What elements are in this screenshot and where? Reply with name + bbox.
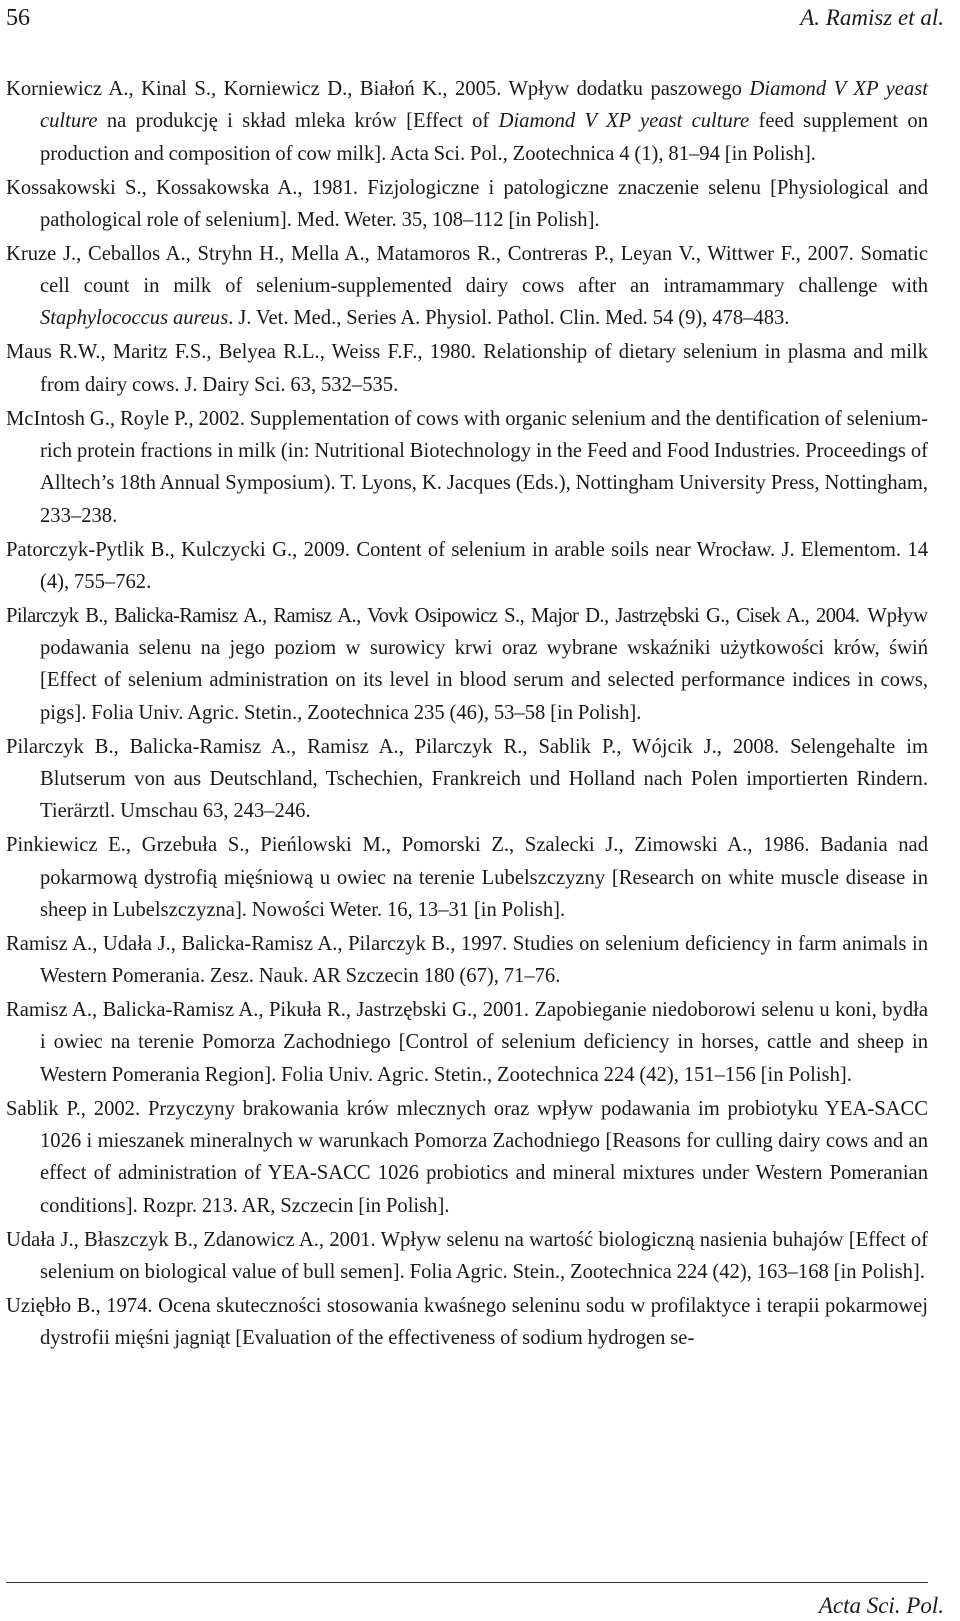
reference-entry bbox=[6, 336, 928, 401]
reference-text: Sablik P., 2002. Przyczyny brakowania krów mlecznych oraz wpływ podawania im probiotyku YEA-SACC 1026 i mieszanek mineralnych w warunkach Pomorza Zachodniego [Reasons for culling dairy cows and an effect of administration of YEA-SACC 1026 probiotics and mineral mixtures under Western Pomeranian conditions]. Rozpr. 213. AR, Szczecin [in Polish]. bbox=[6, 1097, 928, 1217]
reference-entry bbox=[6, 928, 928, 993]
page-number: 56 bbox=[6, 5, 30, 31]
reference-entry bbox=[6, 1224, 928, 1289]
reference-entry bbox=[6, 73, 928, 170]
reference-italic-text: Staphylococcus aureus bbox=[40, 307, 229, 330]
reference-text: Ramisz A., Udała J., Balicka-Ramisz A., Pilarczyk B., 1997. Studies on selenium deficiency in farm animals in Western Pomerania. Zesz. Nauk. AR Szczecin 180 (67), 71–76. bbox=[6, 932, 928, 988]
reference-list bbox=[6, 73, 928, 1356]
reference-text: feed supplement on production and composition of cow milk]. Acta Sci. Pol., Zootechnica 4 (1), 81–94 [in Polish]. bbox=[40, 110, 928, 165]
reference-entry bbox=[6, 403, 928, 532]
reference-entry bbox=[6, 994, 928, 1091]
reference-text: Pilarczyk B., Balicka-Ramisz A., Ramisz A., Vovk Osipowicz S., Major D., Jastrzębski G., Cisek A., 2004. bbox=[6, 604, 860, 627]
reference-italic-text: Diamond V XP yeast culture bbox=[40, 78, 928, 133]
reference-text: Ramisz A., Balicka-Ramisz A., Pikuła R., Jastrzębski G., 2001. Zapobieganie niedoborowi selenu u koni, bydła i owiec na terenie Pomorza Zachodniego [Control of selenium deficiency in horses, cattle and sheep in Western Pomerania Region]. Folia Univ. Agric. Stetin., Zootechnica 224 (42), 151–156 [in Polish]. bbox=[6, 999, 928, 1086]
reference-entry bbox=[6, 172, 928, 237]
reference-text: Uziębło B., 1974. Ocena skuteczności stosowania kwaśnego seleninu sodu w profilaktyce i terapii pokarmowej dystrofii mięśni jagniąt [Evaluation of the effectiveness of sodium hydrogen se- bbox=[6, 1294, 928, 1350]
reference-text: . J. Vet. Med., Series A. Physiol. Pathol. Clin. Med. 54 (9), 478–483. bbox=[228, 307, 790, 330]
reference-text: Kossakowski S., Kossakowska A., 1981. Fizjologiczne i patologiczne znaczenie selenu [Physiological and pathological role of selenium]. Med. Weter. 35, 108–112 [in Polish]. bbox=[6, 176, 928, 231]
reference-text: Korniewicz A., Kinal S., Korniewicz D., Białoń K., 2005. Wpływ dodatku paszowego bbox=[6, 78, 750, 100]
reference-entry bbox=[6, 238, 928, 335]
reference-text: Kruze J., Ceballos A., Stryhn H., Mella A., Matamoros R., Contreras P., Leyan V., Wittwer F., 2007. Somatic cell count in milk of selenium-supplemented dairy cows after an intramammary challenge with bbox=[6, 242, 928, 298]
reference-italic-text: Diamond V XP yeast culture bbox=[498, 110, 750, 133]
reference-text: Wpływ podawania selenu na jego poziom w surowicy krwi oraz wybrane wskaźniki użytkowości krów, świń [Effect of selenium administration on its level in blood serum and selected performance indices in cows, pigs]. Folia Univ. Agric. Stetin., Zootechnica 235 (46), 53–58 [in Polish]. bbox=[40, 604, 928, 724]
reference-entry bbox=[6, 534, 928, 599]
reference-text: McIntosh G., Royle P., 2002. Supplementation of cows with organic selenium and the dentification of selenium-rich protein fractions in milk (in: Nutritional Biotechnology in the Feed and Food Industries. Proceedings of Alltech’s 18th Annual Symposium). T. Lyons, K. Jacques (Eds.), Nottingham University Press, Nottingham, 233–238. bbox=[6, 407, 928, 527]
reference-entry bbox=[6, 600, 928, 729]
footer-journal-title: Acta Sci. Pol. bbox=[818, 1593, 944, 1618]
reference-entry bbox=[6, 731, 928, 828]
reference-text: Patorczyk-Pytlik B., Kulczycki G., 2009. Content of selenium in arable soils near Wrocław. J. Elementom. 14 (4), 755–762. bbox=[6, 538, 928, 593]
reference-text: Pinkiewicz E., Grzebuła S., Pieńlowski M., Pomorski Z., Szalecki J., Zimowski A., 1986. Badania nad pokarmową dystrofią mięśniową u owiec na terenie Lubelszczyzny [Research on white muscle disease in sheep in Lubelszczyzna]. Nowości Weter. 16, 13–31 [in Polish]. bbox=[6, 834, 928, 921]
reference-entry bbox=[6, 829, 928, 926]
reference-text: Udała J., Błaszczyk B., Zdanowicz A., 2001. Wpływ selenu na wartość biologiczną nasienia buhajów [Effect of selenium on biological value of bull semen]. Folia Agric. Stein., Zootechnica 224 (42), 163–168 [in Polish]. bbox=[6, 1228, 928, 1283]
reference-entry bbox=[6, 1093, 928, 1222]
reference-text: na produkcję i skład mleka krów [Effect of bbox=[97, 110, 499, 133]
reference-entry bbox=[6, 1290, 928, 1355]
reference-text: Maus R.W., Maritz F.S., Belyea R.L., Weiss F.F., 1980. Relationship of dietary selenium in plasma and milk from dairy cows. J. Dairy Sci. 63, 532–535. bbox=[6, 341, 928, 396]
reference-text: Pilarczyk B., Balicka-Ramisz A., Ramisz A., Pilarczyk R., Sablik P., Wójcik J., 2008. Selengehalte im Blutserum von aus Deutschland, Tschechien, Frankreich und Holland nach Polen importierten Rindern. Tierärztl. Umschau 63, 243–246. bbox=[6, 735, 928, 823]
running-head: A. Ramisz et al. bbox=[800, 5, 944, 30]
footer-divider bbox=[6, 1582, 928, 1583]
